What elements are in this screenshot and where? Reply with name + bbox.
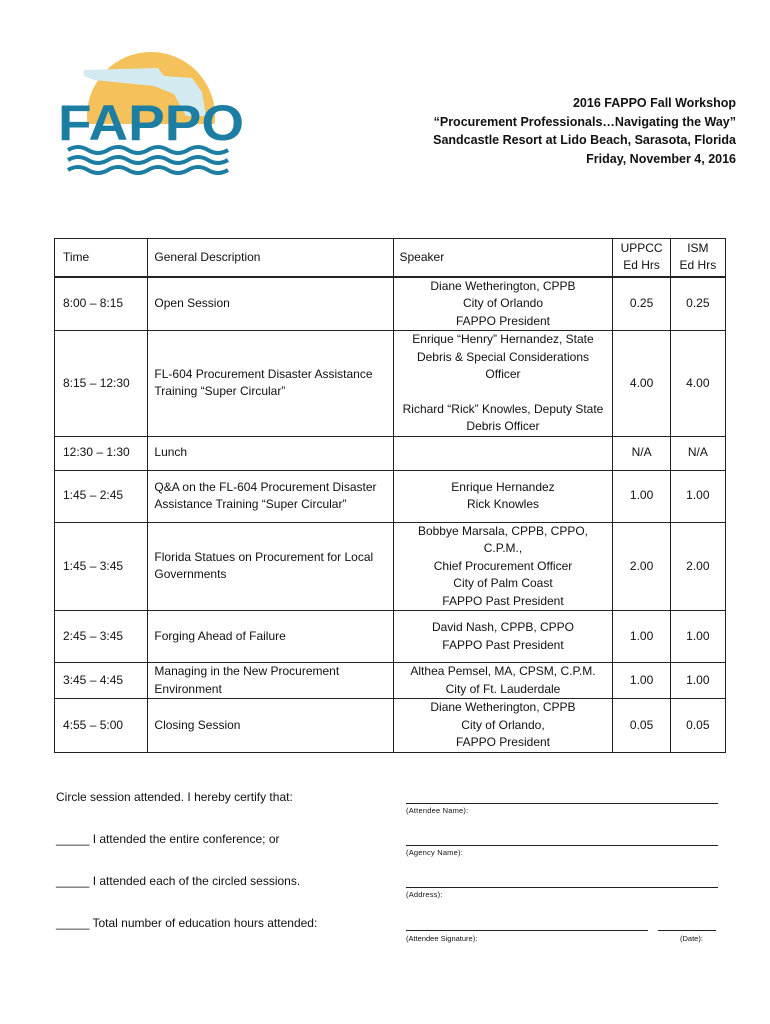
row-time: 1:45 – 3:45 (55, 522, 148, 611)
address-line[interactable] (406, 887, 718, 888)
row-speaker (393, 699, 613, 753)
row-ism-hours: 0.05 (670, 699, 725, 753)
header-venue: Sandcastle Resort at Lido Beach, Sarasota, Florida (433, 133, 736, 147)
row-description: Managing in the New Procurement Environment (148, 663, 393, 699)
fappo-logo (54, 46, 248, 184)
row-uppcc-hours: 0.05 (613, 699, 670, 753)
header-ism (670, 239, 725, 277)
row-ism-hours: 0.25 (670, 277, 725, 331)
agency-name-line[interactable] (406, 845, 718, 846)
speaker-line: FAPPO Past President (442, 637, 564, 652)
row-ism-hours: 1.00 (670, 663, 725, 699)
certify-option-entire: _____ I attended the entire conference; or (56, 832, 280, 846)
header-time: Time (55, 239, 148, 277)
row-speaker (393, 611, 613, 663)
row-uppcc-hours: 1.00 (613, 470, 670, 522)
certify-intro: Circle session attended. I hereby certify that: (56, 790, 293, 804)
speaker-line: Diane Wetherington, CPPB (430, 700, 576, 714)
row-uppcc-hours: 0.25 (613, 277, 670, 331)
speaker-line: Enrique Hernandez (451, 479, 555, 494)
speaker-line: Diane Wetherington, CPPB (430, 278, 576, 293)
table-row (55, 470, 726, 522)
address-label: (Address): (406, 890, 443, 899)
row-uppcc-hours: N/A (613, 436, 670, 470)
header-ism-line2: Ed Hrs (679, 258, 717, 273)
speaker-line: David Nash, CPPB, CPPO (431, 620, 575, 634)
row-time: 1:45 – 2:45 (55, 470, 148, 522)
header-speaker: Speaker (393, 239, 613, 277)
row-speaker (393, 436, 613, 470)
row-description: Q&A on the FL-604 Procurement Disaster Assistance Training “Super Circular” (148, 470, 393, 522)
attendee-name-label: (Attendee Name): (406, 806, 469, 815)
agency-name-field[interactable] (406, 845, 718, 857)
schedule-body (55, 277, 726, 753)
speaker-line: Enrique “Henry” Hernandez, State (412, 332, 594, 346)
row-description: Closing Session (148, 699, 393, 753)
logo-text: FAPPO (58, 95, 244, 151)
speaker-line: FAPPO Past President (442, 593, 564, 608)
row-description: Florida Statues on Procurement for Local Governments (148, 522, 393, 611)
signature-line[interactable] (406, 930, 648, 931)
row-ism-hours: 2.00 (670, 522, 725, 611)
row-ism-hours: N/A (670, 436, 725, 470)
row-ism-hours: 1.00 (670, 470, 725, 522)
attendee-name-line[interactable] (406, 803, 718, 804)
schedule-table (54, 238, 726, 753)
certify-option-sessions: _____ I attended each of the circled sessions. (56, 874, 301, 888)
row-ism-hours: 1.00 (670, 611, 725, 663)
address-field[interactable] (406, 887, 718, 899)
row-time: 2:45 – 3:45 (55, 611, 148, 663)
row-speaker (393, 331, 613, 437)
row-speaker (393, 277, 613, 331)
speaker-line: FAPPO President (455, 735, 550, 749)
row-uppcc-hours: 1.00 (613, 611, 670, 663)
table-header-row (55, 239, 726, 277)
header-uppcc-line2: Ed Hrs (623, 258, 660, 273)
row-uppcc-hours: 4.00 (613, 331, 670, 437)
speaker-line: City of Orlando, (461, 717, 545, 732)
header-description: General Description (148, 239, 393, 277)
header-ism-line1: ISM (687, 240, 709, 255)
speaker-line: Chief Procurement Officer (433, 558, 573, 573)
header-date: Friday, November 4, 2016 (586, 151, 736, 166)
header-title: 2016 FAPPO Fall Workshop (572, 96, 736, 110)
row-description: FL-604 Procurement Disaster Assistance Training “Super Circular” (148, 331, 393, 437)
speaker-line: City of Palm Coast (453, 576, 553, 590)
header-uppcc-line1: UPPCC (620, 240, 663, 255)
speaker-line: City of Orlando (462, 296, 543, 310)
speaker-spacer (400, 384, 607, 401)
table-row (55, 699, 726, 753)
speaker-line: Richard “Rick” Knowles, Deputy State (402, 401, 604, 416)
header-theme: “Procurement Professionals…Navigating the Way” (433, 114, 736, 129)
row-speaker (393, 522, 613, 611)
row-uppcc-hours: 1.00 (613, 663, 670, 699)
table-row (55, 611, 726, 663)
row-time: 3:45 – 4:45 (55, 663, 148, 699)
row-time: 4:55 – 5:00 (55, 699, 148, 753)
row-description: Open Session (148, 277, 393, 331)
row-ism-hours: 4.00 (670, 331, 725, 437)
attendee-name-field[interactable] (406, 803, 718, 815)
speaker-line: Rick Knowles (466, 497, 539, 511)
table-row (55, 277, 726, 331)
table-row (55, 522, 726, 611)
certify-option-hours: _____ Total number of education hours attended: (56, 916, 318, 930)
date-line[interactable] (658, 930, 716, 931)
table-row (55, 663, 726, 699)
workshop-header (433, 94, 736, 168)
speaker-line: FAPPO President (455, 313, 550, 328)
row-description: Forging Ahead of Failure (148, 611, 393, 663)
speaker-line: Althea Pemsel, MA, CPSM, C.P.M. (410, 664, 596, 678)
speaker-line: Debris Officer (466, 419, 540, 433)
header-uppcc (613, 239, 670, 277)
signature-label: (Attendee Signature): (406, 934, 478, 943)
row-description: Lunch (148, 436, 393, 470)
date-label: (Date): (680, 934, 703, 943)
row-time: 8:00 – 8:15 (55, 277, 148, 331)
row-uppcc-hours: 2.00 (613, 522, 670, 611)
row-speaker (393, 470, 613, 522)
table-row (55, 331, 726, 437)
row-speaker (393, 663, 613, 699)
speaker-line: City of Ft. Lauderdale (445, 681, 561, 696)
row-time: 8:15 – 12:30 (55, 331, 148, 437)
agency-name-label: (Agency Name): (406, 848, 463, 857)
speaker-line: Bobbye Marsala, CPPB, CPPO, C.P.M., (417, 523, 589, 555)
speaker-line: Debris & Special Considerations Officer (416, 349, 590, 381)
row-time: 12:30 – 1:30 (55, 436, 148, 470)
table-row (55, 436, 726, 470)
